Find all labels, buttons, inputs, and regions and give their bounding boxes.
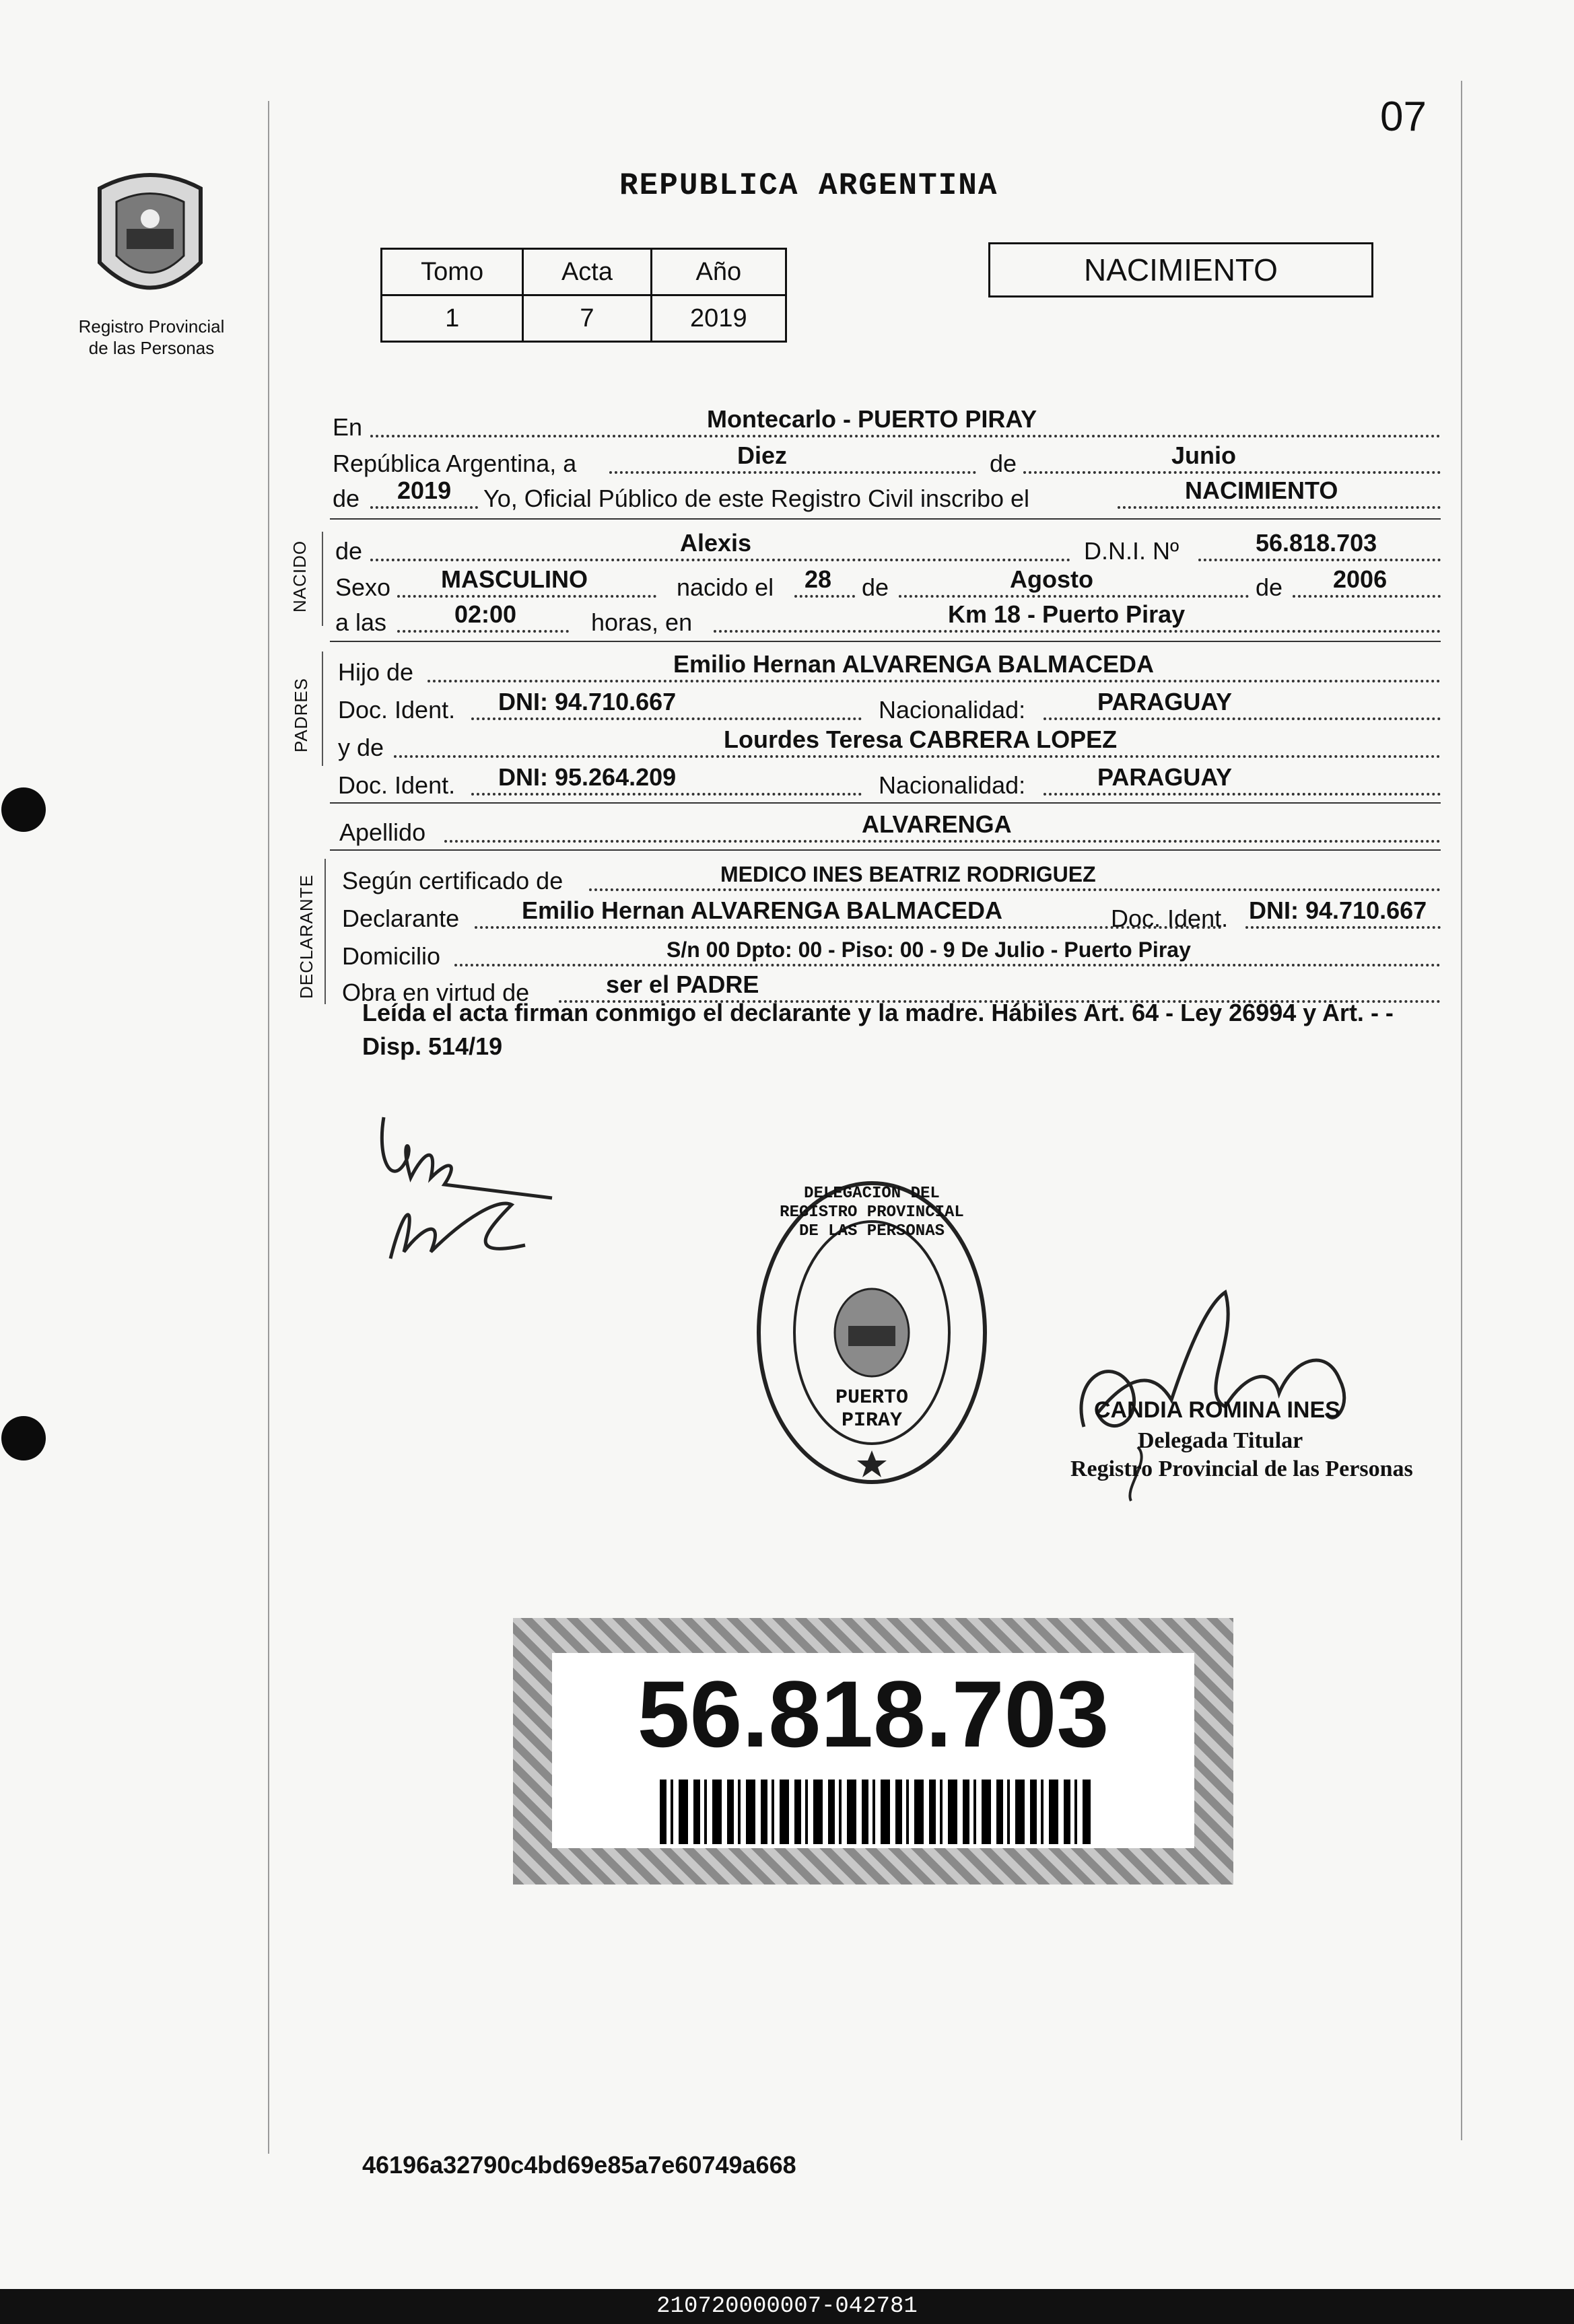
value-madre-nacionalidad: PARAGUAY bbox=[1097, 763, 1233, 791]
footer-id-strip: 210720000007-042781 bbox=[0, 2289, 1574, 2324]
label-de: de bbox=[1256, 573, 1283, 601]
label-y-de: y de bbox=[338, 734, 384, 761]
section-divider bbox=[330, 641, 1441, 642]
table-value-acta: 7 bbox=[523, 295, 651, 342]
section-bar bbox=[324, 859, 326, 1004]
stamp-inner-text: PUERTO PIRAY bbox=[835, 1386, 909, 1432]
value-nac-anio: 2006 bbox=[1333, 565, 1388, 593]
row-declarante bbox=[330, 892, 1441, 933]
punch-hole bbox=[1, 787, 46, 832]
dotted-line bbox=[427, 680, 1441, 682]
row-domicilio bbox=[330, 930, 1441, 971]
right-margin-line bbox=[1461, 81, 1462, 2140]
dotted-line bbox=[475, 926, 1222, 929]
section-bar bbox=[322, 532, 323, 626]
row-apellido bbox=[330, 806, 1441, 847]
section-divider bbox=[330, 802, 1441, 804]
table-header-anio: Año bbox=[651, 249, 786, 295]
row-oficial bbox=[330, 472, 1441, 513]
document-hash: 46196a32790c4bd69e85a7e60749a668 bbox=[362, 2151, 796, 2179]
value-lugar-nacimiento: Km 18 - Puerto Piray bbox=[948, 600, 1186, 628]
label-en: En bbox=[333, 413, 363, 441]
value-dia: Diez bbox=[737, 442, 788, 469]
table-header-acta: Acta bbox=[523, 249, 651, 295]
label-de: de bbox=[862, 573, 889, 601]
logo-caption-line2: de las Personas bbox=[88, 338, 215, 358]
value-certificado: MEDICO INES BEATRIZ RODRIGUEZ bbox=[720, 862, 1096, 886]
barcode-bars bbox=[660, 1780, 1091, 1844]
dotted-line bbox=[1118, 506, 1441, 509]
dotted-line bbox=[589, 888, 1441, 891]
value-declarante-doc: DNI: 94.710.667 bbox=[1249, 896, 1427, 924]
dotted-line bbox=[394, 755, 1441, 758]
label-dni: D.N.I. Nº bbox=[1084, 537, 1179, 565]
label-de: de bbox=[990, 450, 1017, 477]
label-doc-ident: Doc. Ident. bbox=[1111, 905, 1229, 932]
label-nacionalidad: Nacionalidad: bbox=[879, 696, 1026, 724]
row-en bbox=[330, 401, 1441, 442]
row-doc-padre bbox=[330, 684, 1441, 724]
value-obra: ser el PADRE bbox=[606, 971, 759, 998]
label-a-las: a las bbox=[335, 608, 387, 636]
dotted-line bbox=[471, 793, 862, 796]
dotted-line bbox=[1043, 793, 1441, 796]
dotted-line bbox=[370, 506, 478, 509]
dotted-line bbox=[714, 630, 1441, 633]
value-domicilio: S/n 00 Dpto: 00 - Piso: 00 - 9 De Julio - Puerto Piray bbox=[666, 938, 1191, 962]
barcode-label bbox=[513, 1618, 1233, 1885]
row-certificado bbox=[330, 855, 1441, 895]
label-doc-ident: Doc. Ident. bbox=[338, 771, 456, 799]
side-label-declarante: DECLARANTE bbox=[296, 874, 316, 999]
value-lugar-inscripcion: Montecarlo - PUERTO PIRAY bbox=[707, 405, 1037, 433]
label-nacionalidad: Nacionalidad: bbox=[879, 771, 1026, 799]
dotted-line bbox=[471, 717, 862, 720]
row-doc-madre bbox=[330, 759, 1441, 800]
value-sexo: MASCULINO bbox=[441, 565, 588, 593]
province-logo bbox=[79, 162, 221, 316]
value-hora: 02:00 bbox=[454, 600, 517, 628]
label-doc-ident: Doc. Ident. bbox=[338, 696, 456, 724]
label-horas-en: horas, en bbox=[591, 608, 693, 636]
record-type-box: NACIMIENTO bbox=[988, 242, 1373, 297]
side-label-nacido: NACIDO bbox=[289, 540, 310, 612]
dotted-line bbox=[397, 630, 569, 633]
value-dni: 56.818.703 bbox=[1256, 529, 1377, 557]
punch-hole bbox=[1, 1416, 46, 1460]
row-nombre bbox=[330, 525, 1441, 565]
official-name: CANDIA ROMINA INES bbox=[1094, 1397, 1340, 1423]
value-apellido: ALVARENGA bbox=[862, 810, 1012, 838]
table-value-anio: 2019 bbox=[651, 295, 786, 342]
row-padre bbox=[330, 646, 1441, 686]
value-declarante: Emilio Hernan ALVARENGA BALMACEDA bbox=[522, 896, 1003, 924]
value-nac-mes: Agosto bbox=[1010, 565, 1093, 593]
label-obra: Obra en virtud de bbox=[342, 979, 530, 1006]
label-de: de bbox=[333, 485, 360, 512]
side-label-padres: PADRES bbox=[291, 678, 311, 752]
value-anio: 2019 bbox=[397, 477, 452, 504]
value-padre-doc: DNI: 94.710.667 bbox=[498, 688, 677, 715]
value-madre: Lourdes Teresa CABRERA LOPEZ bbox=[724, 726, 1118, 753]
label-hijo-de: Hijo de bbox=[338, 658, 414, 686]
value-inscribo: NACIMIENTO bbox=[1185, 477, 1338, 504]
row-fecha bbox=[330, 437, 1441, 478]
value-padre: Emilio Hernan ALVARENGA BALMACEDA bbox=[673, 650, 1155, 678]
label-nacido-el: nacido el bbox=[677, 573, 774, 601]
official-title: Delegada Titular bbox=[1138, 1428, 1303, 1453]
row-madre bbox=[330, 721, 1441, 762]
registry-table bbox=[380, 248, 787, 343]
label-republica: República Argentina, a bbox=[333, 450, 577, 477]
header-title: REPUBLICA ARGENTINA bbox=[619, 168, 998, 203]
value-mes: Junio bbox=[1171, 442, 1236, 469]
label-domicilio: Domicilio bbox=[342, 942, 441, 970]
section-divider bbox=[330, 518, 1441, 520]
value-padre-nacionalidad: PARAGUAY bbox=[1097, 688, 1233, 715]
closing-note: Leída el acta firman conmigo el declarante y la madre. Hábiles Art. 64 - Ley 26994 y Art. - - Disp. 514/19 bbox=[362, 999, 1394, 1060]
value-madre-doc: DNI: 95.264.209 bbox=[498, 763, 677, 791]
label-sexo: Sexo bbox=[335, 573, 391, 601]
dotted-line bbox=[444, 840, 1441, 843]
section-divider bbox=[330, 849, 1441, 851]
label-de: de bbox=[335, 537, 363, 565]
dotted-line bbox=[1245, 926, 1441, 929]
label-declarante: Declarante bbox=[342, 905, 460, 932]
official-office: Registro Provincial de las Personas bbox=[1070, 1456, 1413, 1481]
table-header-tomo: Tomo bbox=[382, 249, 523, 295]
declarant-signature bbox=[364, 1104, 566, 1279]
value-nac-dia: 28 bbox=[805, 565, 832, 593]
dotted-line bbox=[1043, 717, 1441, 720]
table-value-tomo: 1 bbox=[382, 295, 523, 342]
label-certificado: Según certificado de bbox=[342, 867, 563, 894]
value-nombre: Alexis bbox=[680, 529, 752, 557]
row-sexo bbox=[330, 561, 1441, 602]
barcode-number: 56.818.703 bbox=[637, 1661, 1109, 1767]
label-oficial: Yo, Oficial Público de este Registro Civil inscribo el bbox=[483, 485, 1030, 512]
left-margin-line bbox=[268, 101, 269, 2154]
stamp-outer-text: DELEGACION DEL REGISTRO PROVINCIAL DE LAS PERSONAS bbox=[780, 1185, 964, 1240]
row-hora bbox=[330, 596, 1441, 637]
label-apellido: Apellido bbox=[339, 818, 426, 846]
logo-caption-line1: Registro Provincial bbox=[78, 316, 225, 337]
section-bar bbox=[322, 652, 323, 766]
page-number: 07 bbox=[1380, 94, 1427, 140]
barcode-panel bbox=[552, 1653, 1194, 1848]
